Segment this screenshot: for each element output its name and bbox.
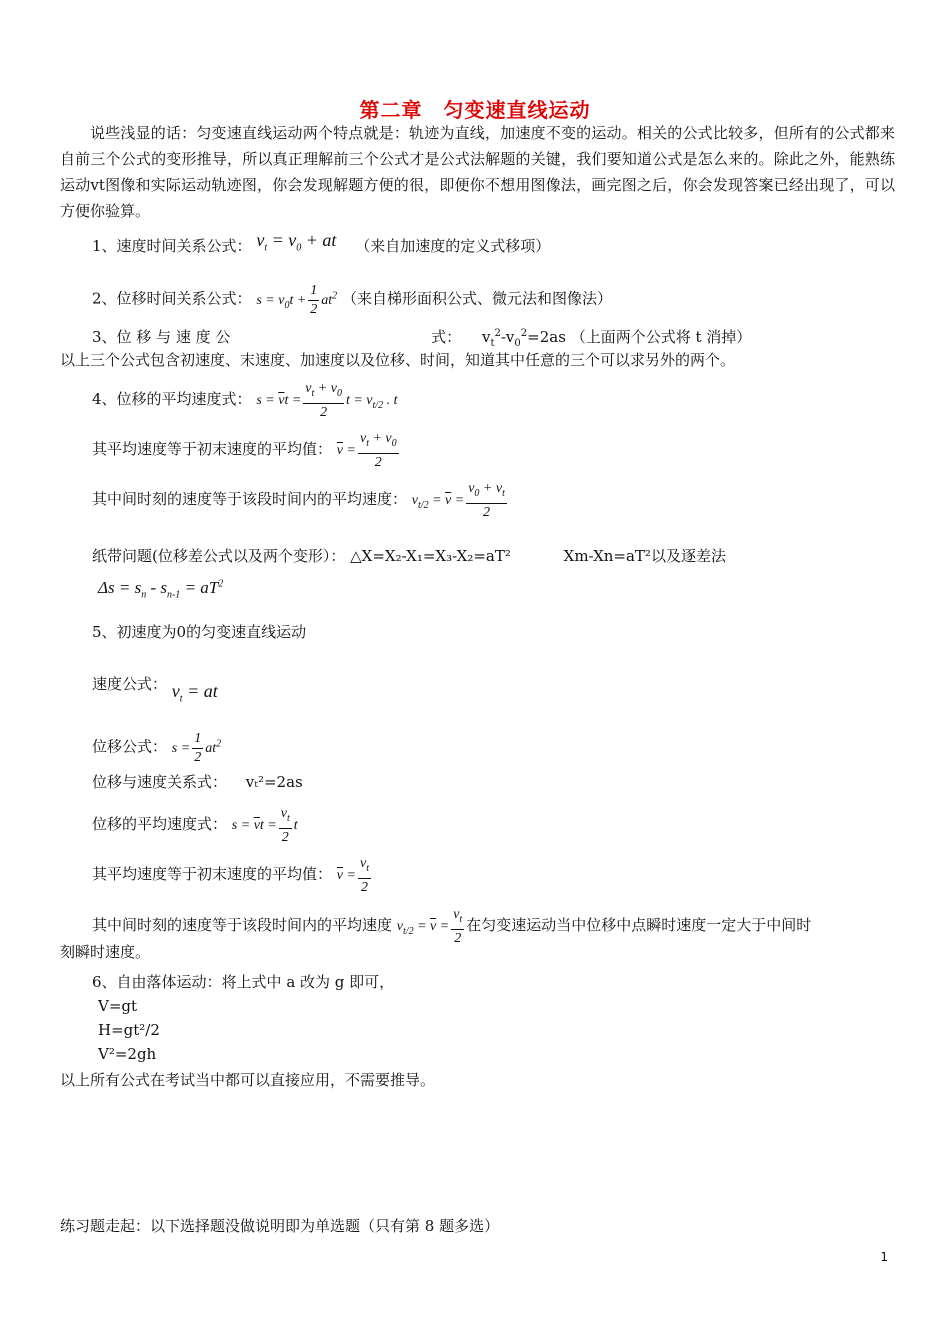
mid-velocity-2-label: 其中间时刻的速度等于该段时间内的平均速度	[92, 916, 393, 935]
tape-formula-eq: $\Delta s = s_n - s_{n-1} = aT^2$	[98, 577, 224, 601]
mid-velocity-2-tail: 在匀变速运动当中位移中点瞬时速度一定大于中间时	[466, 916, 812, 935]
displacement-formula-eq: s = $\frac{1}{2}$ $at^2$	[171, 731, 222, 765]
formula-3-note: （上面两个公式将 t 消掉）	[570, 328, 752, 346]
avg-velocity-1	[92, 430, 401, 472]
formula-1-eq: $v_t = v_0$ + at	[256, 230, 337, 254]
mid-velocity-2	[92, 906, 811, 948]
avg-velocity-2-eq: $\overline{v}$ = $\frac{v_t}{2}$	[336, 856, 369, 895]
velocity-displacement-eq: vₜ²=2as	[245, 773, 303, 791]
tape-formula	[98, 574, 223, 605]
page-title: 第二章 匀变速直线运动	[359, 98, 591, 122]
tape-problem	[92, 546, 726, 566]
formula-3-label: 3、位 移 与 速 度 公	[92, 328, 231, 346]
free-fall-2: H=gt²/2	[98, 1021, 160, 1039]
mid-velocity-1	[92, 480, 509, 522]
formula-2-eq: $s = v_0t$ + $\frac{1}{2}$ $at^2$	[256, 283, 338, 317]
free-fall-3: V²=2gh	[98, 1045, 157, 1063]
velocity-formula	[92, 674, 218, 710]
formula-4-label: 4、位移的平均速度式：	[92, 390, 252, 409]
avg-displacement-eq: $s = \overline{v}t$ = $\frac{v_t}{2}$ t	[231, 806, 298, 845]
formula-1-note: （来自加速度的定义式移项）	[355, 237, 551, 255]
formula-5: 5、初速度为0的匀变速直线运动	[92, 623, 307, 641]
formula-4-eq: $s = \overline{v}t$ = $\frac{v_t + v_0}{2}$ $t = v_{t/2}$ . t	[256, 381, 398, 420]
formula-2-note: （来自梯形面积公式、微元法和图像法）	[341, 289, 612, 308]
tape-label: 纸带问题(位移差公式以及两个变形）：	[92, 547, 346, 565]
mid-velocity-1-eq: $v_{t/2} = \overline{v}$ = $\frac{v_0 + v_t}{2}$	[411, 481, 505, 520]
velocity-displacement-label: 位移与速度关系式：	[92, 773, 228, 791]
avg-displacement-label: 位移的平均速度式：	[92, 815, 228, 834]
summary-1: 以上三个公式包含初速度、末速度、加速度以及位移、时间，知道其中任意的三个可以求另外的两个。	[60, 351, 736, 369]
avg-velocity-2	[92, 855, 373, 897]
tape-eq-2: Xm-Xn=aT²	[563, 547, 651, 565]
exercise-heading: 练习题走起：以下选择题没做说明即为单选题（只有第 8 题多选）	[60, 1217, 500, 1235]
tape-eq-1: △X=X₂-X₁=X₃-X₂=aT²	[350, 547, 511, 565]
formula-2-label: 2、位移时间关系公式：	[92, 289, 252, 308]
page-number: 1	[880, 1250, 888, 1264]
avg-velocity-2-label: 其平均速度等于初末速度的平均值：	[92, 865, 333, 884]
mid-velocity-2-eq: $v_{t/2} = \overline{v}$ = $\frac{v_t}{2}$	[396, 907, 463, 946]
velocity-formula-label: 速度公式：	[92, 675, 168, 693]
velocity-formula-eq: $v_t$ = at	[171, 681, 218, 705]
avg-velocity-1-eq: $\overline{v}$ = $\frac{v_t + v_0}{2}$	[336, 431, 397, 470]
displacement-formula	[92, 730, 221, 767]
avg-velocity-1-label: 其平均速度等于初末速度的平均值：	[92, 440, 333, 459]
avg-displacement	[92, 805, 298, 847]
mid-velocity-2-tail-2: 刻瞬时速度。	[60, 943, 151, 961]
intro-paragraph: 说些浅显的话：匀变速直线运动两个特点就是：轨迹为直线，加速度不变的运动。相关的公式比较多，但所有的公式都来自前三个公式的变形推导，所以真正理解前三个公式才是公式法解题的关键，我们要知道公式是怎么来的。除此之外，能熟练运动vt图像和实际运动轨迹图，你会发现解题方便的很，即便你不想用图像法，画完图之后，你会发现答案已经出现了，可以方便你验算。	[60, 124, 895, 220]
summary-2: 以上所有公式在考试当中都可以直接应用，不需要推导。	[60, 1071, 436, 1089]
formula-2	[92, 282, 612, 319]
formula-4	[92, 380, 397, 422]
velocity-displacement	[92, 772, 303, 792]
formula-1	[92, 230, 550, 259]
displacement-formula-label: 位移公式：	[92, 737, 168, 756]
formula-3-eq: $v_t^2-v_0^2=2as$	[481, 328, 566, 349]
formula-6: 6、自由落体运动：将上式中 a 改为 g 即可，	[92, 973, 395, 991]
tape-tail: 以及逐差法	[650, 547, 726, 565]
formula-1-label: 1、速度时间关系公式：	[92, 237, 252, 255]
mid-velocity-1-label: 其中间时刻的速度等于该段时间内的平均速度：	[92, 490, 408, 509]
free-fall-1: V=gt	[98, 997, 138, 1015]
formula-3-label-2: 式：	[431, 328, 462, 346]
